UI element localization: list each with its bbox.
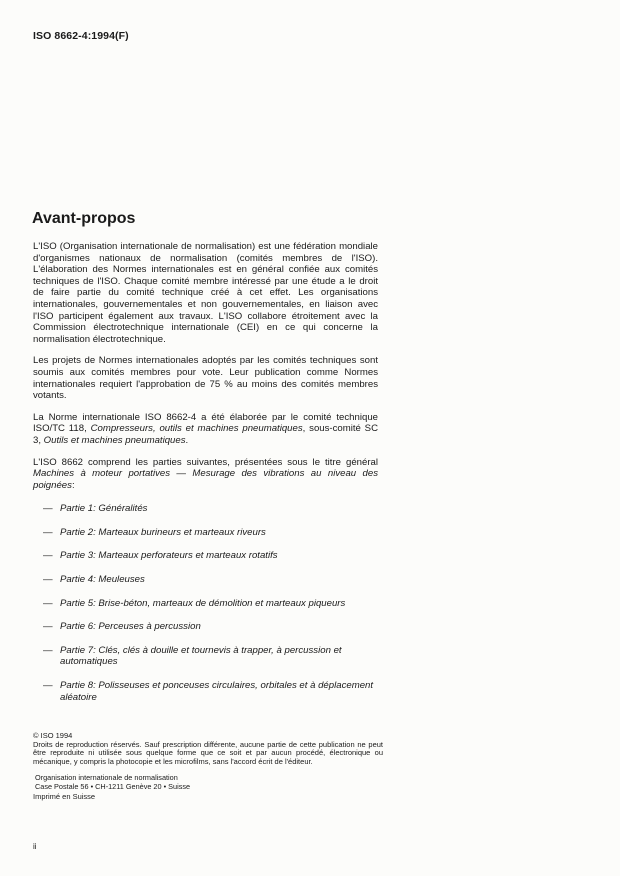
committee-name: Compresseurs, outils et machines pneumatiques [90, 423, 303, 435]
paragraph-voting: Les projets de Normes internationales adoptés par les comités techniques sont soumis aux comités membres pour vote. Leur publication comme Normes internationales requiert l'approbation de 75 % au moins des comités membres votants. [33, 355, 378, 402]
publisher-name: Organisation internationale de normalisation [35, 773, 178, 783]
copyright-line: © ISO 1994 [33, 731, 73, 740]
committee-text: . [185, 434, 189, 446]
list-dash: — [43, 526, 53, 538]
part-label: Partie 5: Brise-béton, marteaux de démolition et marteaux piqueurs [60, 597, 346, 609]
list-item [33, 574, 378, 586]
list-item [33, 550, 378, 562]
part-label: Partie 8: Polisseuses et ponceuses circulaires, orbitales et à déplacement aléatoire [60, 680, 374, 703]
list-dash: — [43, 680, 53, 692]
list-item [33, 645, 378, 668]
parts-intro-text: : [71, 479, 75, 491]
list-dash: — [43, 503, 53, 515]
rights-statement: Droits de reproduction réservés. Sauf prescription différente, aucune partie de cette publication ne peut être reproduite ni utilisée sous quelque forme que ce soit et par aucun procédé, électronique ou mécanique, y compris la photocopie et les microfilms, sans l'accord écrit de l'éditeur. [33, 739, 383, 766]
committee-text: La Norme internationale ISO 8662-4 a été élaborée par le comité technique ISO/TC 118, [33, 411, 378, 435]
committee-text: , sous-comité SC 3, [33, 423, 379, 446]
list-item [33, 598, 378, 610]
part-label: Partie 2: Marteaux burineurs et marteaux riveurs [60, 526, 266, 538]
part-label: Partie 1: Généralités [60, 503, 148, 515]
list-item [33, 503, 378, 515]
list-item [33, 680, 378, 703]
postal-address: Case Postale 56 • CH-1211 Genève 20 • Suisse [35, 781, 191, 791]
section-title: Avant-propos [32, 210, 136, 227]
foreword-body [33, 241, 378, 715]
general-title: Machines à moteur portatives — Mesurage des vibrations au niveau des poignées [33, 468, 378, 491]
list-item [33, 527, 378, 539]
list-dash: — [43, 597, 53, 609]
document-id: ISO 8662-4:1994(F) [33, 30, 129, 42]
list-dash: — [43, 550, 53, 562]
paragraph-iso-intro: L'ISO (Organisation internationale de normalisation) est une fédération mondiale d'organismes nationaux de normalisation (comités membres de l'ISO). L'élaboration des Normes internationales est en général confiée aux comités techniques de l'ISO. Chaque comité membre intéressé par une étude a le droit de faire partie du comité technique créé à cet effet. Les organisations internationales, gouvernementales et non gouvernementales, en liaison avec l'ISO participent également aux travaux. L'ISO collabore étroitement avec la Commission électrotechnique internationale (CEI) en ce qui concerne la normalisation électrotechnique. [33, 241, 378, 345]
paragraph-parts-intro [33, 457, 378, 492]
list-dash: — [43, 574, 53, 586]
paragraph-committee [33, 412, 378, 447]
part-label: Partie 3: Marteaux perforateurs et marteaux rotatifs [60, 550, 278, 562]
publisher-address [33, 774, 383, 791]
parts-list [33, 503, 378, 703]
list-item [33, 621, 378, 633]
list-dash: — [43, 644, 53, 656]
parts-intro-text: L'ISO 8662 comprend les parties suivantes, présentées sous le titre général [33, 456, 378, 468]
part-label: Partie 7: Clés, clés à douille et tournevis à trapper, à percussion et automatiques [60, 644, 342, 668]
subcommittee-name: Outils et machines pneumatiques [43, 434, 186, 446]
page-number: ii [33, 842, 37, 851]
part-label: Partie 4: Meuleuses [60, 574, 145, 586]
list-dash: — [43, 621, 53, 633]
printed-in: Imprimé en Suisse [33, 792, 96, 802]
copyright-notice [33, 732, 383, 802]
part-label: Partie 6: Perceuses à percussion [60, 621, 201, 633]
